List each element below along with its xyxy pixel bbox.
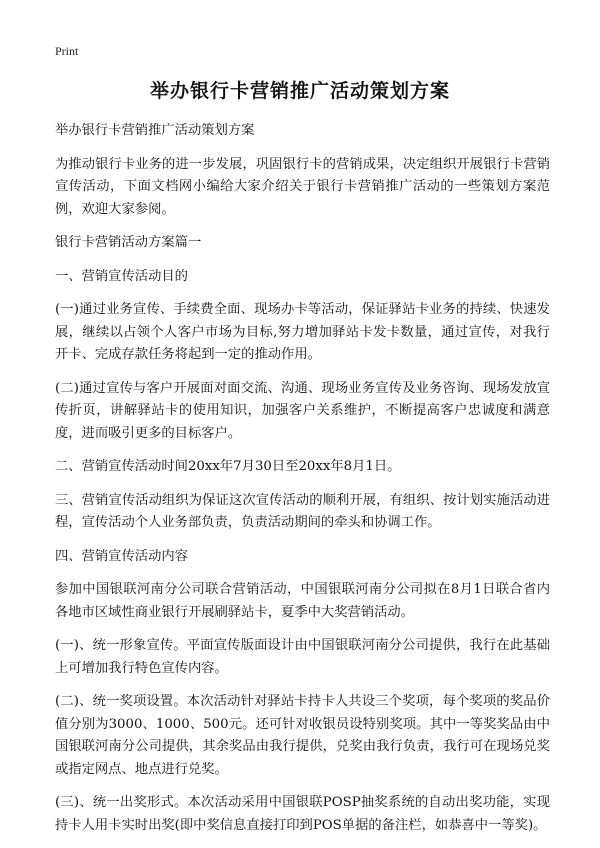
paragraph-intro: 为推动银行卡业务的进一步发展，巩固银行卡的营销成果，决定组织开展银行卡营销宣传活动，下面文档网小编给大家介绍关于银行卡营销推广活动的一些策划方案范例，欢迎大家参阅。: [55, 156, 550, 217]
paragraph-content-intro: 参加中国银联河南分公司联合营销活动，中国银联河南分公司拟在8月1日联合省内各地市区域性商业银行开展刷驿站卡，夏季中大奖营销活动。: [55, 582, 550, 620]
paragraph-purpose-1: (一)通过业务宣传、手续费全面、现场办卡等活动，保证驿站卡业务的持续、快速发展，继续以占领个人客户市场为目标,努力增加驿站卡发卡数量，通过宣传，对我行开卡、完成存款任务将起到一定的推动作用。: [55, 302, 550, 362]
document-title: 举办银行卡营销推广活动策划方案: [149, 80, 450, 102]
print-link[interactable]: Print: [55, 44, 79, 58]
paragraph-content-3: (三)、统一出奖形式。本次活动采用中国银联POSP抽奖系统的自动出奖功能，实现持卡人用卡实时出奖(即中奖信息直接打印到POS单据的备注栏，如恭喜中一等奖)。: [55, 795, 550, 833]
paragraph-heading-4: 四、营销宣传活动内容: [55, 548, 188, 564]
paragraph-heading-3: 三、营销宣传活动组织为保证这次宣传活动的顺利开展，有组织、按计划实施活动进程，宣传活动个人业务部负责，负责活动期间的牵头和协调工作。: [55, 492, 550, 530]
paragraph-section-heading: 银行卡营销活动方案篇一: [55, 235, 202, 250]
document-body: [55, 120, 550, 848]
paragraph-content-1: (一)、统一形象宣传。平面宣传版面设计由中国银联河南分公司提供，我行在此基础上可增加我行特色宣传内容。: [55, 638, 550, 676]
paragraph-purpose-2: (二)通过宣传与客户开展面对面交流、沟通、现场业务宣传及业务咨询、现场发放宣传折页，讲解驿站卡的使用知识，加强客户关系维护，不断提高客户忠诚度和满意度，进而吸引更多的目标客户。: [55, 380, 550, 441]
paragraph-heading-2: 二、营销宣传活动时间20xx年7月30日至20xx年8月1日。: [55, 459, 401, 474]
paragraph-heading-1: 一、营销宣传活动目的: [55, 268, 188, 284]
paragraph-content-2: (二)、统一奖项设置。本次活动针对驿站卡持卡人共设三个奖项，每个奖项的奖品价值分别为3000、1000、500元。还可针对收银员设特别奖项。其中一等奖奖品由中国银联河南分公司提供，其余奖品由我行提供，兑奖由我行负责，我行可在现场兑奖或指定网点、地点进行兑奖。: [55, 694, 550, 777]
paragraph-subtitle: 举办银行卡营销推广活动策划方案: [55, 123, 255, 138]
